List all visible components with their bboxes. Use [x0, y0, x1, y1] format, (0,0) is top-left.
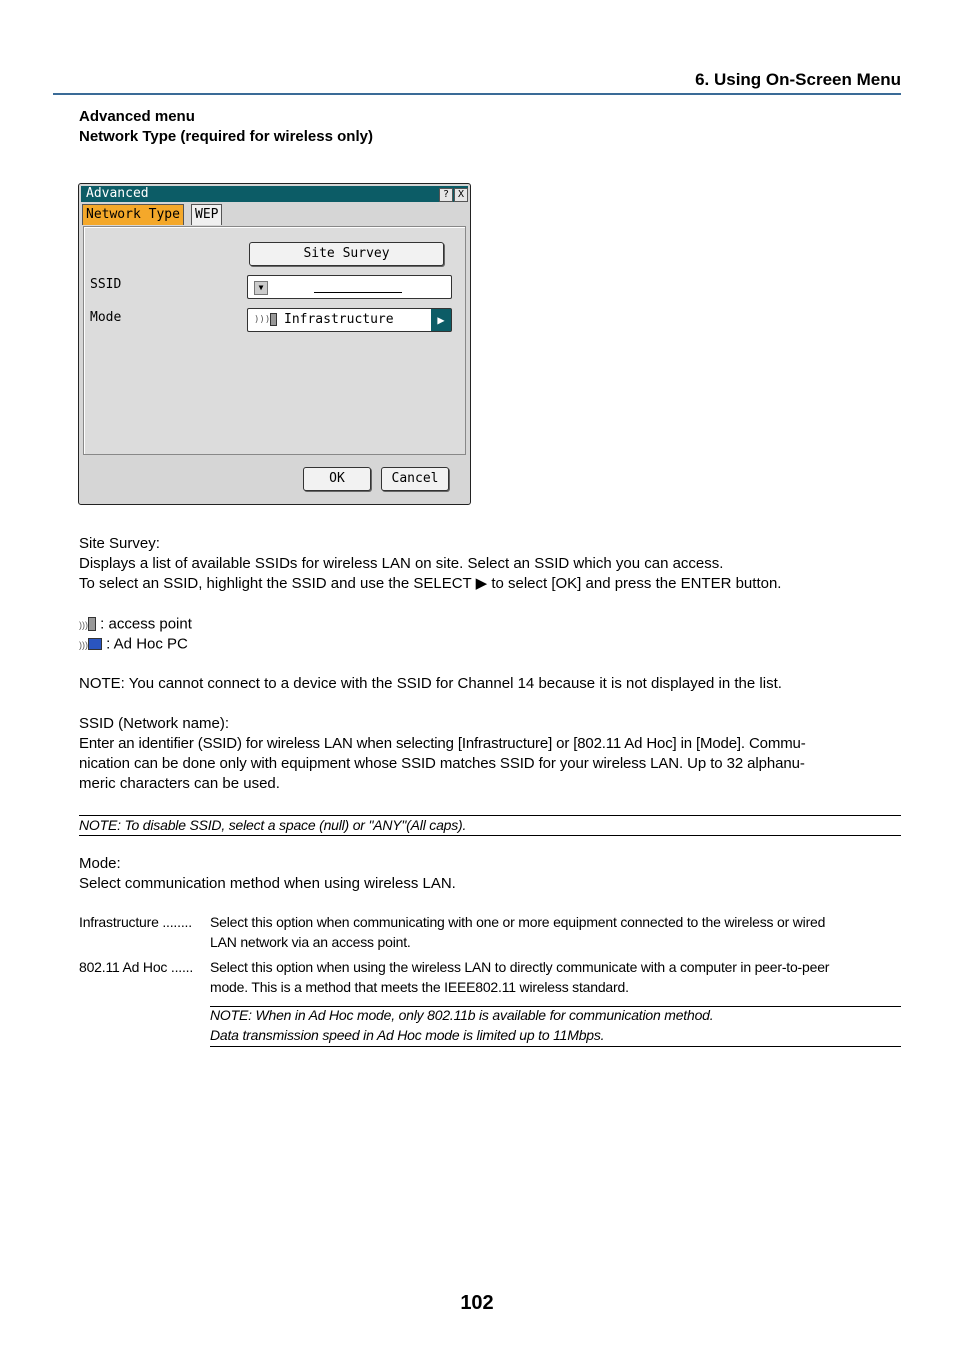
header-rule	[53, 93, 901, 95]
close-icon[interactable]: X	[454, 188, 468, 202]
site-survey-line2: To select an SSID, highlight the SSID and use the SELECT ▶ to select [OK] and press the ENTER button.	[79, 575, 782, 592]
dialog-title: Advanced	[86, 186, 149, 201]
ssid-heading: SSID (Network name):	[79, 715, 230, 732]
term-adhoc: 802.11 Ad Hoc ......	[79, 959, 194, 975]
note-channel-14: NOTE: You cannot connect to a device with the SSID for Channel 14 because it is not displayed in the list.	[79, 675, 782, 692]
adhoc-note-line2: Data transmission speed in Ad Hoc mode is limited up to 11Mbps.	[210, 1027, 605, 1043]
adhoc-pc-icon: )))	[79, 634, 102, 655]
mode-heading: Mode:	[79, 855, 121, 872]
note-rule-top	[79, 815, 901, 816]
adhoc-note-rule-bottom	[210, 1046, 901, 1047]
mode-value: Infrastructure	[284, 312, 394, 327]
ssid-line3: meric characters can be used.	[79, 775, 280, 792]
legend-adhoc-pc	[79, 634, 188, 655]
tab-wep[interactable]: WEP	[191, 204, 222, 225]
note-rule-bottom	[79, 835, 901, 836]
ok-button[interactable]: OK	[303, 467, 371, 491]
term-infrastructure: Infrastructure ........	[79, 914, 192, 930]
next-arrow-icon[interactable]: ▶	[431, 309, 451, 331]
adhoc-note-line1: NOTE: When in Ad Hoc mode, only 802.11b is available for communication method.	[210, 1007, 714, 1023]
mode-label: Mode	[90, 310, 122, 325]
def-infrastructure-line1: Select this option when communicating with one or more equipment connected to the wireless or wired	[210, 914, 826, 930]
page-number: 102	[460, 1292, 494, 1314]
cancel-button[interactable]: Cancel	[381, 467, 449, 491]
section-title: 6. Using On-Screen Menu	[695, 70, 901, 89]
ssid-line2: nication can be done only with equipment whose SSID matches SSID for your wireless LAN. Up to 32 alphanu-	[79, 755, 805, 772]
help-icon[interactable]: ?	[439, 188, 453, 202]
intro-subheading: Network Type (required for wireless only)	[79, 128, 373, 145]
mode-select[interactable]	[247, 308, 452, 332]
ssid-underline	[314, 292, 402, 293]
def-adhoc-line2: mode. This is a method that meets the IEEE802.11 wireless standard.	[210, 979, 629, 995]
advanced-dialog	[78, 183, 471, 505]
legend-adhoc-pc-text: : Ad Hoc PC	[106, 635, 188, 653]
ssid-input[interactable]	[247, 275, 452, 299]
dropdown-icon[interactable]: ▼	[254, 281, 268, 295]
def-adhoc-line1: Select this option when using the wireless LAN to directly communicate with a computer in peer-to-peer	[210, 959, 830, 975]
site-survey-button[interactable]: Site Survey	[249, 242, 444, 266]
access-point-icon: )))	[79, 614, 96, 635]
legend-access-point-text: : access point	[100, 615, 192, 633]
intro-heading: Advanced menu	[79, 108, 195, 125]
ssid-line1: Enter an identifier (SSID) for wireless LAN when selecting [Infrastructure] or [802.11 Ad Hoc] in [Mode]. Commu-	[79, 735, 806, 752]
site-survey-heading: Site Survey:	[79, 535, 160, 552]
note-disable-ssid: NOTE: To disable SSID, select a space (null) or "ANY"(All caps).	[79, 817, 467, 833]
site-survey-line1: Displays a list of available SSIDs for wireless LAN on site. Select an SSID which you can access.	[79, 555, 724, 572]
legend-access-point	[79, 614, 192, 635]
network-type-panel	[83, 226, 466, 455]
def-infrastructure-line2: LAN network via an access point.	[210, 934, 411, 950]
mode-description: Select communication method when using wireless LAN.	[79, 875, 456, 892]
tab-network-type[interactable]: Network Type	[82, 204, 184, 225]
ssid-label: SSID	[90, 277, 122, 292]
dialog-titlebar	[81, 186, 468, 202]
access-point-icon: )))	[254, 312, 277, 326]
tab-row	[81, 204, 468, 226]
